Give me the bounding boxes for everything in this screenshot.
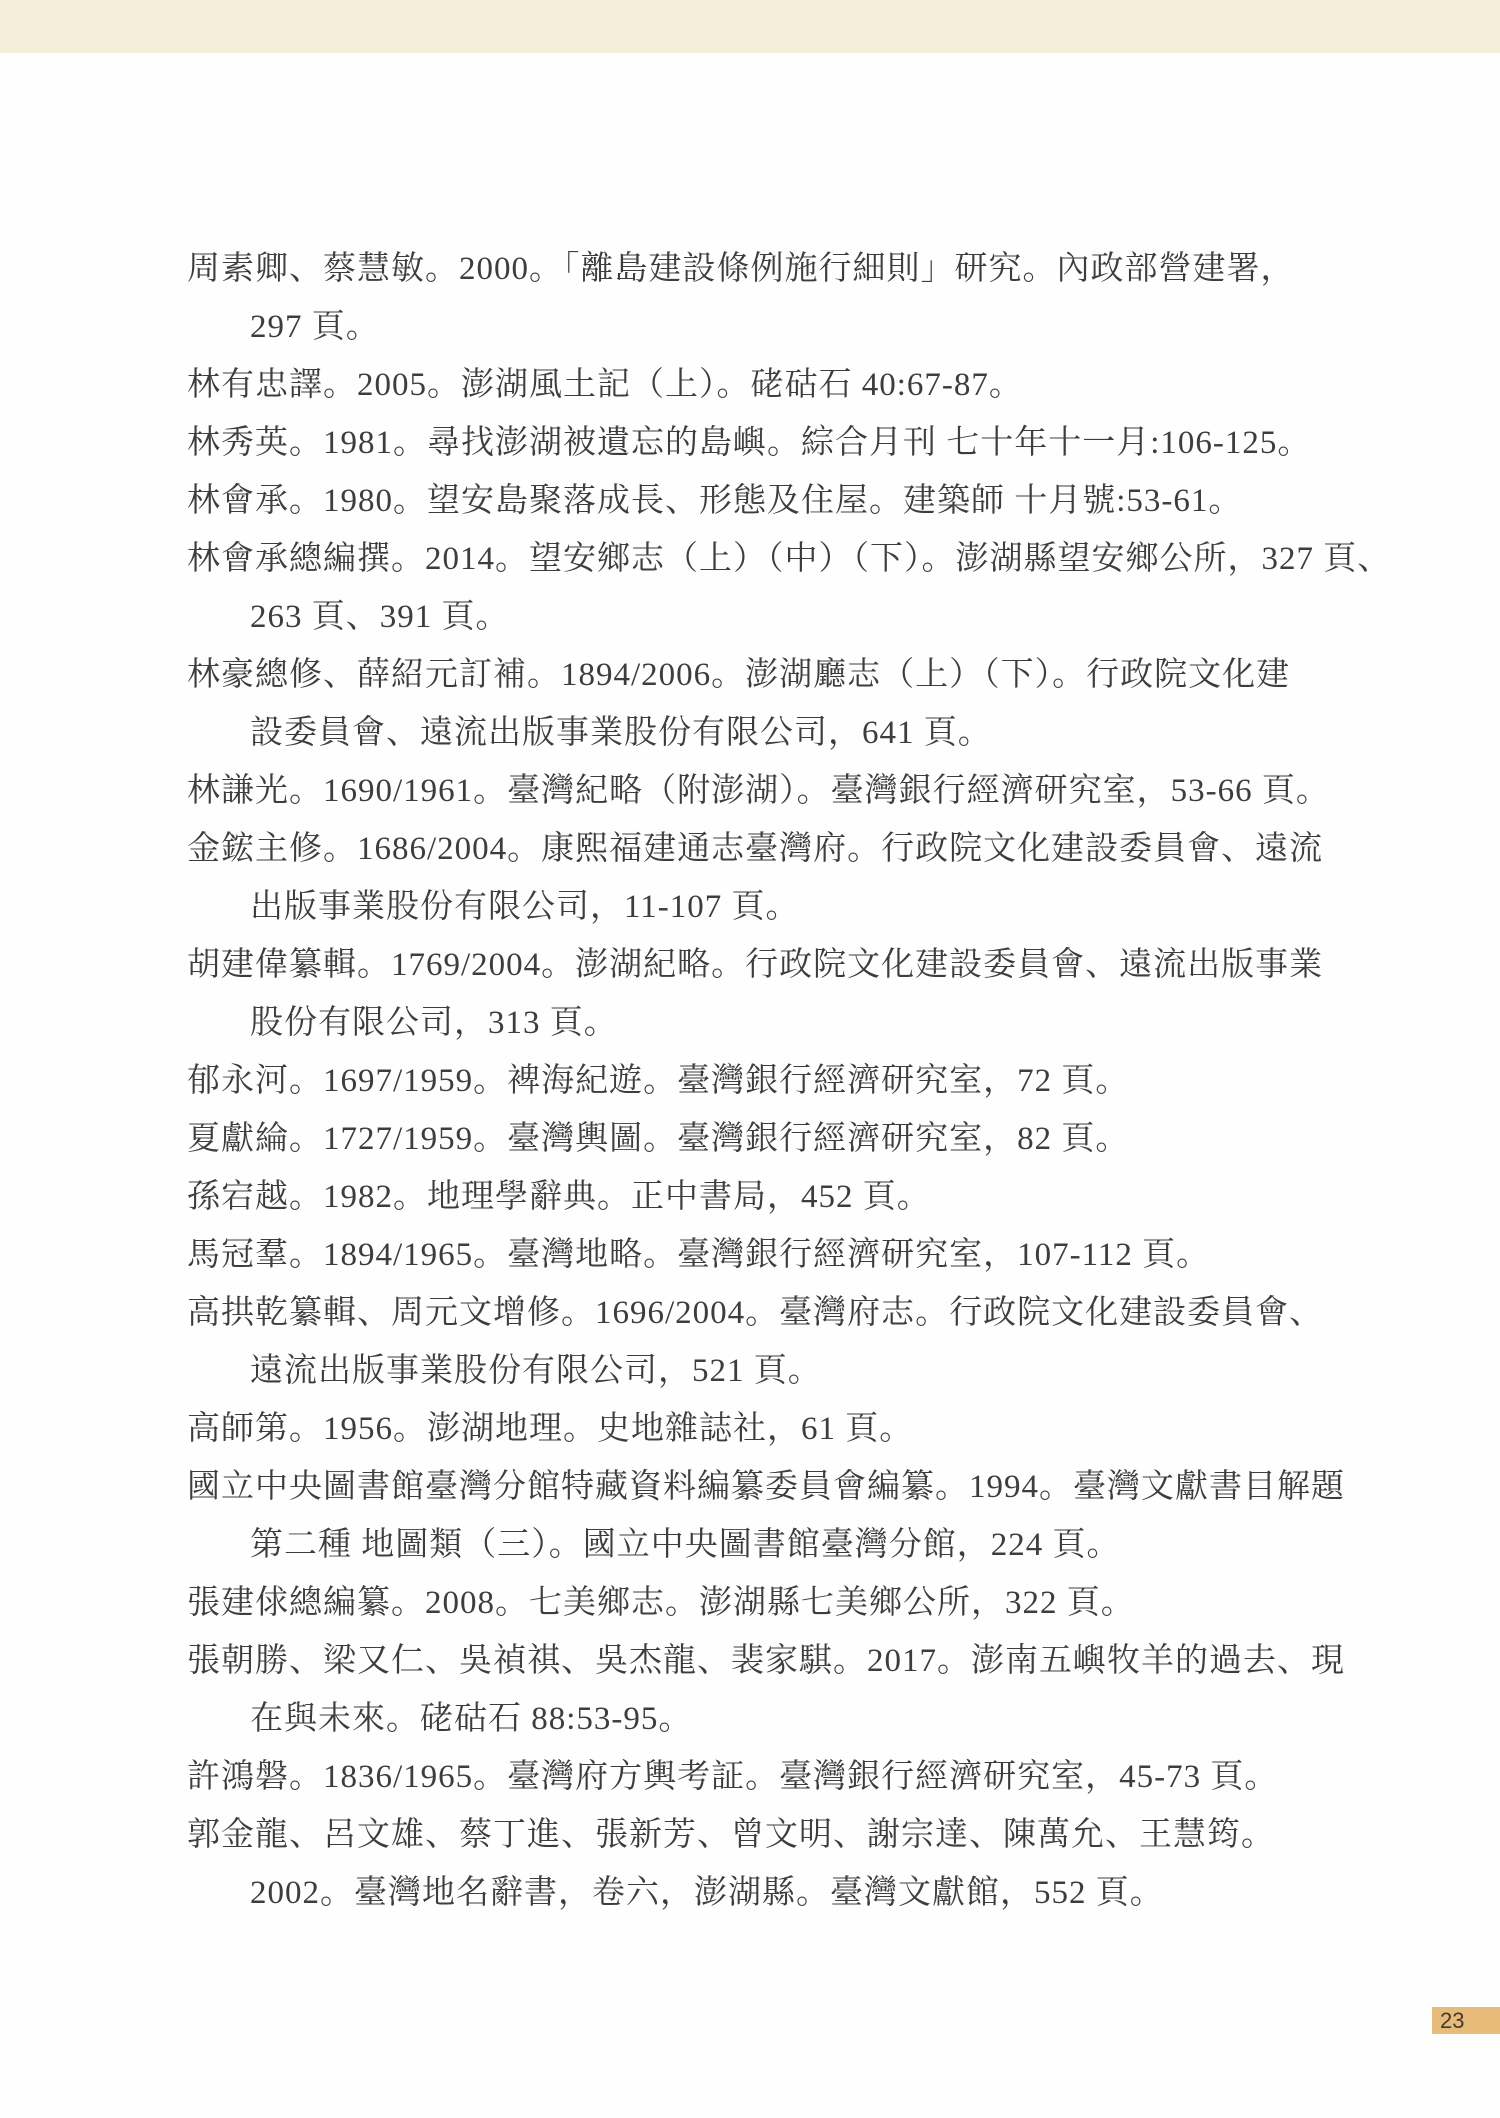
page-top-border — [0, 0, 1500, 53]
reference-entry — [187, 1806, 1427, 1922]
reference-line: 高師第。1956。澎湖地理。史地雜誌社，61 頁。 — [187, 1411, 914, 1447]
reference-entry — [187, 936, 1427, 1052]
reference-line: 郭金龍、呂文雄、蔡丁進、張新芳、曾文明、謝宗達、陳萬允、王慧筠。 — [187, 1817, 1275, 1853]
reference-line: 許鴻磐。1836/1965。臺灣府方輿考証。臺灣銀行經濟研究室，45-73 頁。 — [187, 1759, 1279, 1795]
reference-line: 國立中央圖書館臺灣分館特藏資料編纂委員會編纂。1994。臺灣文獻書目解題 — [187, 1469, 1345, 1505]
page-number: 23 — [1440, 2008, 1465, 2033]
reference-line: 林會承。1980。望安島聚落成長、形態及住屋。建築師 十月號:53-61。 — [187, 483, 1243, 519]
reference-line: 林豪總修、薛紹元訂補。1894/2006。澎湖廳志（上）（下）。行政院文化建 — [187, 657, 1291, 693]
reference-line-continuation: 出版事業股份有限公司，11-107 頁。 — [250, 889, 800, 925]
reference-entry — [187, 1168, 1427, 1226]
reference-line: 周素卿、蔡慧敏。2000。「離島建設條例施行細則」研究。內政部營建署， — [187, 251, 1295, 287]
reference-line: 張朝勝、梁又仁、吳禎祺、吳杰龍、裴家騏。2017。澎南五嶼牧羊的過去、現 — [187, 1643, 1345, 1679]
reference-entry — [187, 1226, 1427, 1284]
reference-entry — [187, 1284, 1427, 1400]
reference-line: 夏獻綸。1727/1959。臺灣輿圖。臺灣銀行經濟研究室，82 頁。 — [187, 1121, 1130, 1157]
reference-entry — [187, 1632, 1427, 1748]
reference-line-continuation: 設委員會、遠流出版事業股份有限公司，641 頁。 — [250, 715, 992, 751]
reference-entry — [187, 530, 1427, 646]
reference-line-continuation: 第二種 地圖類（三）。國立中央圖書館臺灣分館，224 頁。 — [250, 1527, 1121, 1563]
references-list — [187, 240, 1427, 1922]
reference-entry — [187, 646, 1427, 762]
reference-line: 高拱乾纂輯、周元文增修。1696/2004。臺灣府志。行政院文化建設委員會、 — [187, 1295, 1324, 1331]
reference-entry — [187, 1110, 1427, 1168]
reference-line-continuation: 263 頁、391 頁。 — [250, 599, 510, 635]
reference-line: 胡建偉纂輯。1769/2004。澎湖紀略。行政院文化建設委員會、遠流出版事業 — [187, 947, 1324, 983]
reference-line-continuation: 遠流出版事業股份有限公司，521 頁。 — [250, 1353, 822, 1389]
reference-entry — [187, 1748, 1427, 1806]
reference-line: 張建俅總編纂。2008。七美鄉志。澎湖縣七美鄉公所，322 頁。 — [187, 1585, 1135, 1621]
reference-line: 林謙光。1690/1961。臺灣紀略（附澎湖）。臺灣銀行經濟研究室，53-66 頁。 — [187, 773, 1330, 809]
reference-line: 郁永河。1697/1959。裨海紀遊。臺灣銀行經濟研究室，72 頁。 — [187, 1063, 1130, 1099]
reference-entry — [187, 1574, 1427, 1632]
reference-line-continuation: 在與未來。硓𥑮石 88:53-95。 — [250, 1701, 693, 1737]
reference-line: 林會承總編撰。2014。望安鄉志（上）（中）（下）。澎湖縣望安鄉公所，327 頁、 — [187, 541, 1392, 577]
reference-entry — [187, 1052, 1427, 1110]
reference-entry — [187, 762, 1427, 820]
reference-line: 馬冠羣。1894/1965。臺灣地略。臺灣銀行經濟研究室，107-112 頁。 — [187, 1237, 1211, 1273]
reference-line: 孫宕越。1982。地理學辭典。正中書局，452 頁。 — [187, 1179, 931, 1215]
page-number-box — [1432, 2007, 1500, 2034]
reference-line-continuation: 2002。臺灣地名辭書，卷六，澎湖縣。臺灣文獻館，552 頁。 — [250, 1875, 1164, 1911]
reference-entry — [187, 820, 1427, 936]
reference-entry — [187, 414, 1427, 472]
reference-entry — [187, 1400, 1427, 1458]
reference-line-continuation: 股份有限公司，313 頁。 — [250, 1005, 618, 1041]
reference-line-continuation: 297 頁。 — [250, 309, 380, 345]
reference-line: 金鋐主修。1686/2004。康熙福建通志臺灣府。行政院文化建設委員會、遠流 — [187, 831, 1324, 867]
reference-entry — [187, 240, 1427, 356]
reference-entry — [187, 472, 1427, 530]
reference-line: 林有忠譯。2005。澎湖風土記（上）。硓𥑮石 40:67-87。 — [187, 367, 1023, 403]
reference-line: 林秀英。1981。尋找澎湖被遺忘的島嶼。綜合月刊 七十年十一月:106-125。 — [187, 425, 1312, 461]
reference-entry — [187, 1458, 1427, 1574]
reference-entry — [187, 356, 1427, 414]
